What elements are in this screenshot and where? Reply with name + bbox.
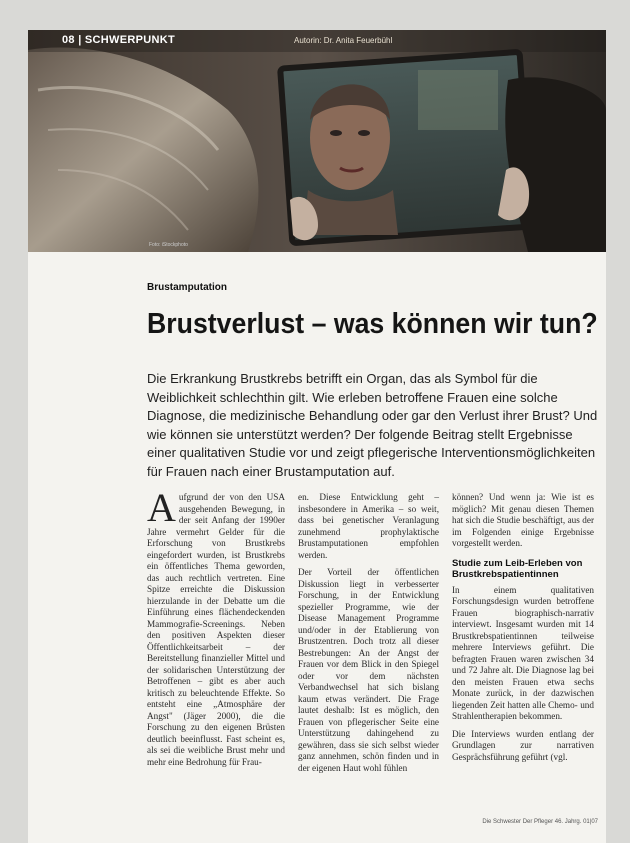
text-column-2 [298,492,439,780]
text-column-3 [452,492,594,769]
column-2-paragraph-2: Der Vorteil der öffentlichen Diskussion liegt in verbesserter Forschung, in der Entwicklung spezieller Programme, wie der Disease Management Programme und/oder in der Etablierung von Brustzentren. Doch trotz all dieser Bestrebungen: An der Angst der Frauen vor dem Blick in den Spiegel oder vor dem nächsten Verbandwechsel hat sich bislang kaum etwas verändert. Die Frage lautet deshalb: Ist es möglich, den Frauen von pflegerischer Seite eine Unterstützung dahingehend zu gewähren, dass sie sich selbst wieder ganz annehmen, schön finden und in der eigenen Haut wohl fühlen [298,567,439,773]
column-3-paragraph-2: In einem qualitativen Forschungsdesign wurden betroffene Frauen biographisch-narrativ interviewt. Insgesamt wurden mit 14 Brustkrebspatientinnen teilweise mehrere Interviews geführt. Die befragten Frauen waren zwischen 34 und 72 Jahre alt. Die Diagnose lag bei den meisten Frauen etwa sechs Monate zurück, in der dazwischen liegenden Zeit hatten alle Chemo- und Strahlentherapien bekommen. [452,584,594,721]
article-lead: Die Erkrankung Brustkrebs betrifft ein Organ, das als Symbol für die Weiblichkeit schlechthin gilt. Wie erleben betroffene Frauen eine solche Diagnose, die medizinische Behandlung oder gar den Verlust ihrer Brust? Und wie können sie unterstützt werden? Der folgende Beitrag stellt Ergebnisse einer qualitativen Studie vor und zeigt pflegerische Interventionsmöglichkeiten für Frauen nach einer Brustamputation auf. [147,371,598,479]
column-3-paragraph-3: Die Interviews wurden entlang der Grundlagen zur narrativen Gesprächsführung geführt (vgl. [452,728,594,762]
column-3-paragraph-1: können? Und wenn ja: Wie ist es möglich? Mit genau diesen Themen hat sich die Studie beschäftigt, aus der im Folgenden einige Ergebnisse vorgestellt werden. [452,492,594,548]
column-2-paragraph-1: en. Diese Entwicklung geht – insbesondere in Amerika – so weit, dass bei genetischer Veranlagung zunehmend prophylaktische Brustamputationen empfohlen werden. [298,492,439,560]
header-photo [28,30,606,252]
page-footer: Die Schwester Der Pfleger 46. Jahrg. 01|07 [482,819,598,825]
article-title: Brustverlust – was können wir tun? [147,308,598,340]
author-line: Autorin: Dr. Anita Feuerbühl [294,36,393,45]
photo-credit: Foto: iStockphoto [149,242,188,248]
mirror-woman-image [28,30,606,252]
magazine-page [28,30,606,843]
section-label: 08 | SCHWERPUNKT [62,34,176,46]
drop-cap: A [147,485,176,530]
article-kicker: Brustamputation [147,282,227,293]
header-bar [28,30,606,52]
column-1-text: ufgrund der von den USA ausgehenden Bewegung, in der seit Anfang der 1990er Jahre vermehrt Gelder für die Erforschung von Brustkrebs eingefordert wurden, ist Brustkrebs ein öffentliches Thema geworden, das auch rechtlich vertreten. Eine Spitze erreichte die Diskussion hierzulande in der Debatte um die Einführung eines flächendeckenden Mammografie-Screenings. Neben den positiven Aspekten dieser Öffentlichkeitsarbeit – der Bereitstellung finanzieller Mittel und der solidarischen Unterstützung der Betroffenen – gibt es aber auch kritisch zu beleuchtende Effekte. So entsteht eine „Atmosphäre der Angst" (Jäger 2000), die die Forschung zu den eigenen Brüsten deutlich beeinflusst. Fast scheint es, als sei die weibliche Brust mehr und mehr eine Bedrohung für Frau- [147,492,285,767]
text-column-1 [147,485,285,768]
column-3-heading: Studie zum Leib-Erleben von Brustkrebspatientinnen [452,557,583,580]
